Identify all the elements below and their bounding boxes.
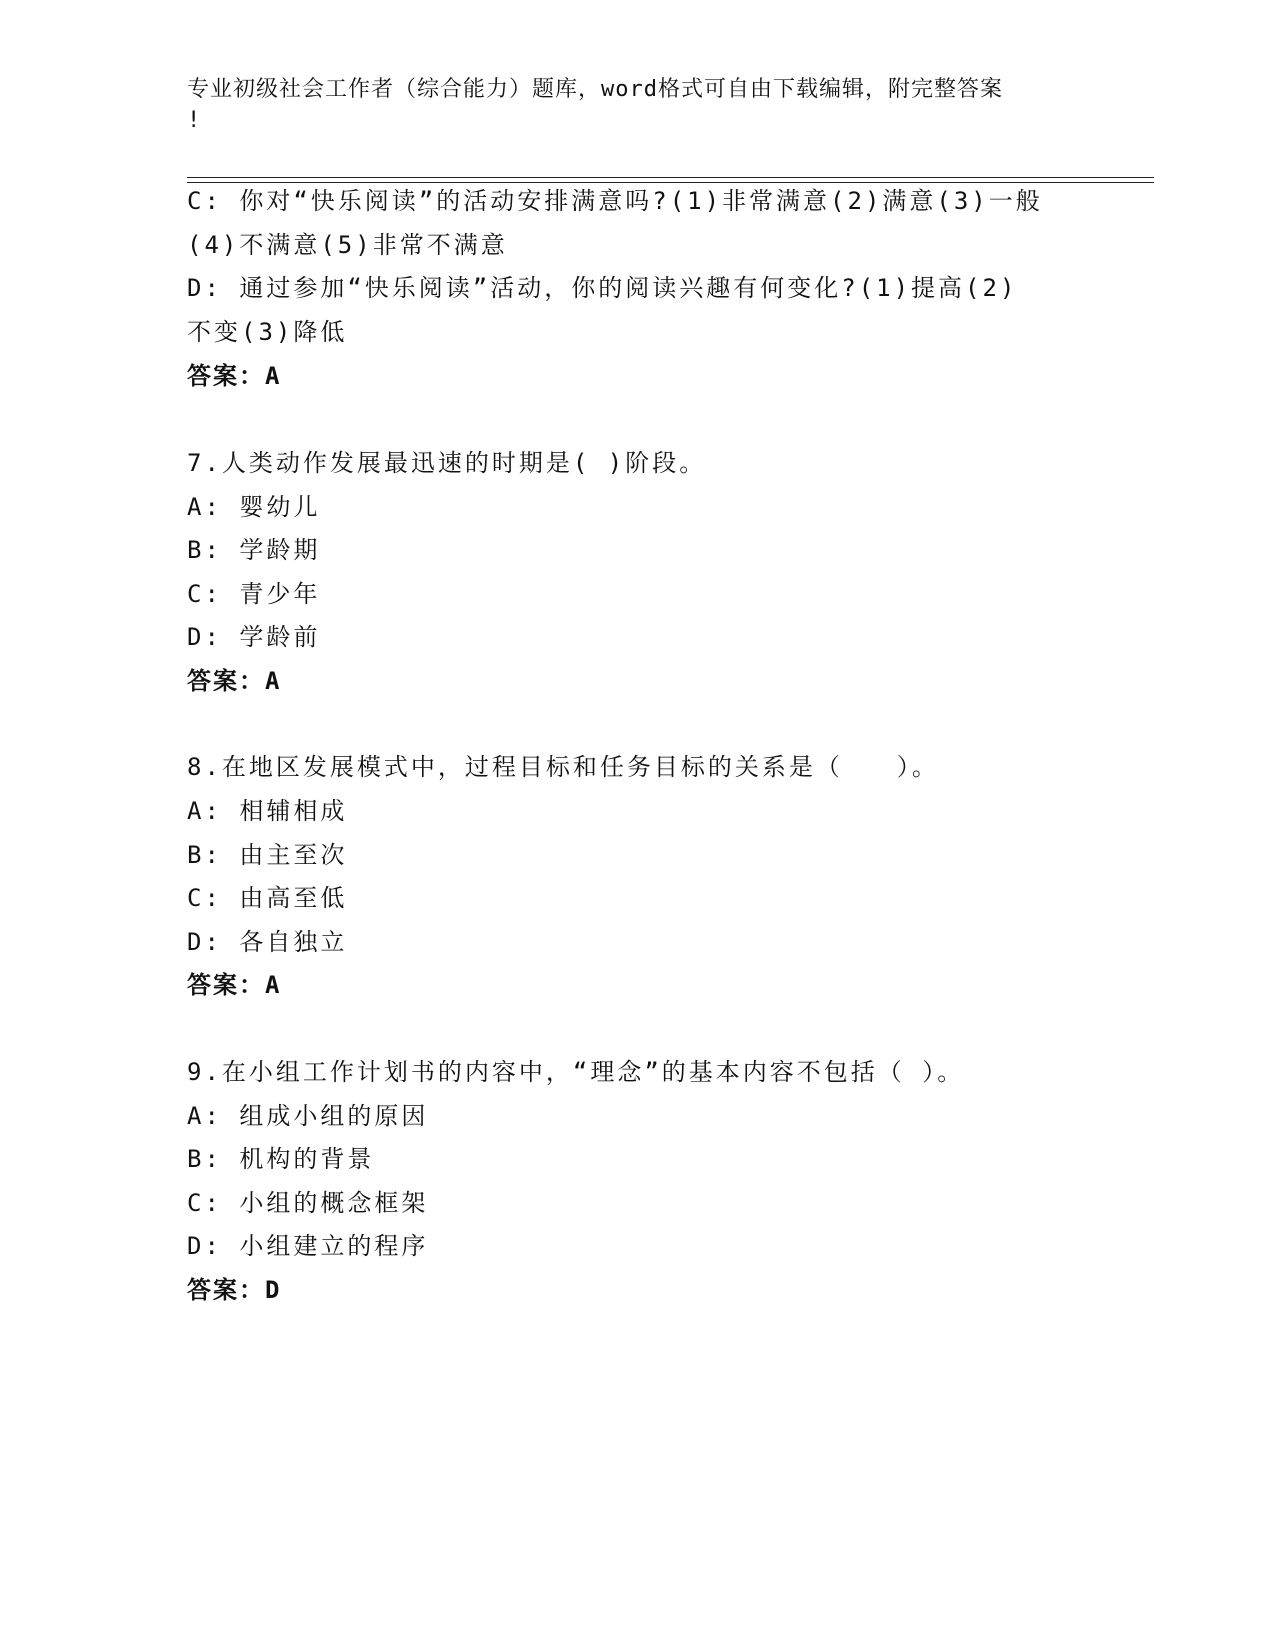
q9-option-c: C: 小组的概念框架 (187, 1189, 429, 1217)
q6-option-c-line2: (4)不满意(5)非常不满意 (187, 231, 508, 259)
q7-option-b: B: 学龄期 (187, 536, 321, 564)
q6-option-d-line1: D: 通过参加“快乐阅读”活动，你的阅读兴趣有何变化?(1)提高(2) (187, 274, 1018, 302)
q9-option-a: A: 组成小组的原因 (187, 1102, 429, 1130)
q8-answer: 答案：A (187, 971, 282, 999)
header-title-continuation: ! (187, 108, 202, 133)
q8-option-d: D: 各自独立 (187, 928, 348, 956)
q9-answer: 答案：D (187, 1276, 282, 1304)
q7-stem: 7.人类动作发展最迅速的时期是( )阶段。 (187, 449, 707, 477)
q8-stem: 8.在地区发展模式中，过程目标和任务目标的关系是（ ）。 (187, 753, 939, 781)
q9-option-b: B: 机构的背景 (187, 1145, 375, 1173)
header-title: 专业初级社会工作者（综合能力）题库，word格式可自由下载编辑，附完整答案 (187, 77, 1003, 102)
q6-option-c-line1: C: 你对“快乐阅读”的活动安排满意吗?(1)非常满意(2)满意(3)一般 (187, 187, 1043, 215)
q8-option-b: B: 由主至次 (187, 841, 348, 869)
q7-option-c: C: 青少年 (187, 580, 321, 608)
q8-option-a: A: 相辅相成 (187, 797, 348, 825)
q7-option-d: D: 学龄前 (187, 623, 321, 651)
q6-answer: 答案：A (187, 362, 282, 390)
q9-option-d: D: 小组建立的程序 (187, 1232, 429, 1260)
q8-option-c: C: 由高至低 (187, 884, 348, 912)
q7-option-a: A: 婴幼儿 (187, 493, 321, 521)
q9-stem: 9.在小组工作计划书的内容中，“理念”的基本内容不包括（ ）。 (187, 1058, 965, 1086)
header-divider-bottom (187, 182, 1154, 183)
header-divider-top (187, 177, 1154, 178)
q7-answer: 答案：A (187, 667, 282, 695)
page-header (187, 74, 1067, 136)
q6-option-d-line2: 不变(3)降低 (187, 318, 348, 346)
